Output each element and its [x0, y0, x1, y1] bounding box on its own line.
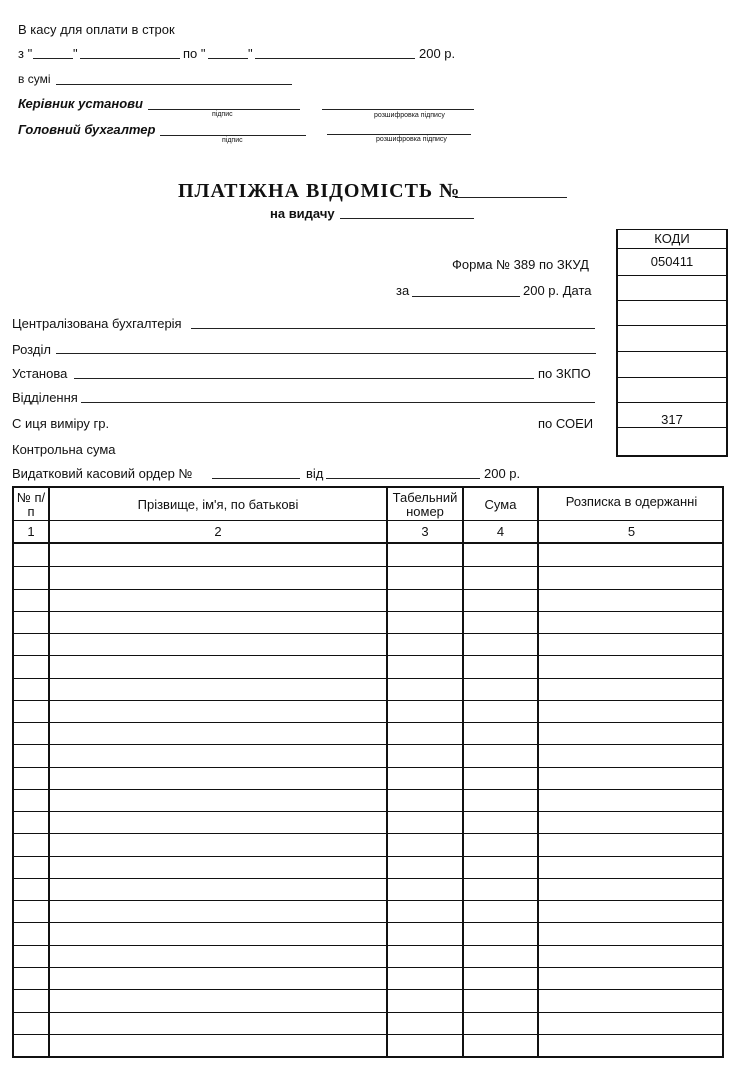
table-row — [14, 566, 722, 567]
date-code-cell — [618, 276, 726, 301]
table-row — [14, 1012, 722, 1013]
year-suffix: 200 р. — [419, 46, 456, 61]
issue-label: на видачу — [270, 206, 335, 221]
cash-order-label: Видатковий касовий ордер № — [12, 466, 193, 481]
table-row — [14, 967, 722, 968]
table-row — [14, 945, 722, 946]
header-receipt: Розписка в одержанні — [565, 494, 698, 509]
chief-signature-caption: підпис — [222, 137, 243, 144]
col-number-1: 1 — [27, 524, 35, 539]
soei-code: 317 — [618, 403, 726, 428]
zkpo-label: по ЗКПО — [538, 366, 591, 381]
to-quote-close: " — [248, 46, 253, 61]
header-number: № п/п — [16, 490, 46, 519]
table-row — [14, 922, 722, 923]
table-row — [14, 678, 722, 679]
codes-header: КОДИ — [618, 230, 726, 249]
cash-order-year: 200 р. — [484, 466, 521, 481]
codes-cell-3 — [618, 301, 726, 326]
control-sum-label: Контрольна сума — [12, 442, 116, 457]
zkpo-code-cell — [618, 352, 726, 378]
table-row — [14, 700, 722, 701]
table-row — [14, 655, 722, 656]
cash-instruction: В касу для оплати в строк — [18, 22, 175, 37]
head-signature-caption: підпис — [212, 111, 233, 118]
table-row — [14, 1034, 722, 1035]
unit-label: С иця виміру гр. — [12, 416, 110, 431]
from-prefix: з " — [18, 46, 33, 61]
cash-order-from: від — [306, 466, 324, 481]
document-title: ПЛАТІЖНА ВІДОМІСТЬ № — [178, 180, 461, 202]
table-row — [14, 722, 722, 723]
header-tab-number: Табельний номер — [392, 490, 458, 519]
col-number-2: 2 — [214, 524, 222, 539]
table-row — [14, 878, 722, 879]
table-row — [14, 789, 722, 790]
head-signature-decode-caption: розшифровка підпису — [374, 112, 445, 119]
chief-accountant-label: Головний бухгалтер — [18, 122, 156, 137]
table-row — [14, 811, 722, 812]
table-row — [14, 767, 722, 768]
codes-box — [616, 229, 728, 457]
from-quote-close: " — [73, 46, 78, 61]
period-prefix: за — [396, 283, 410, 298]
payment-table — [12, 486, 724, 1058]
col-number-4: 4 — [496, 524, 505, 539]
institution-label: Установа — [12, 366, 68, 381]
table-row — [14, 589, 722, 590]
table-row — [14, 833, 722, 834]
centralized-accounting-label: Централізована бухгалтерія — [12, 316, 182, 331]
section-label: Розділ — [12, 342, 51, 357]
codes-cell-4 — [618, 326, 726, 352]
department-label: Відділення — [12, 390, 78, 405]
col-number-3: 3 — [421, 524, 429, 539]
table-row — [14, 856, 722, 857]
form-code: 050411 — [618, 249, 726, 276]
to-label: по " — [183, 46, 206, 61]
table-row — [14, 633, 722, 634]
chief-signature-decode-caption: розшифровка підпису — [376, 136, 447, 143]
table-row — [14, 989, 722, 990]
codes-cell-6 — [618, 378, 726, 403]
head-label: Керівник установи — [18, 96, 143, 111]
table-row — [14, 611, 722, 612]
table-row — [14, 744, 722, 745]
header-sum: Сума — [484, 497, 517, 512]
period-suffix: 200 р. Дата — [523, 283, 592, 298]
soei-label: по СОЕИ — [538, 416, 594, 431]
sum-label: в сумі — [18, 72, 51, 86]
header-name: Прізвище, ім'я, по батькові — [137, 497, 299, 512]
table-row — [14, 900, 722, 901]
form-label: Форма № 389 по ЗКУД — [452, 257, 589, 272]
col-number-5: 5 — [627, 524, 636, 539]
